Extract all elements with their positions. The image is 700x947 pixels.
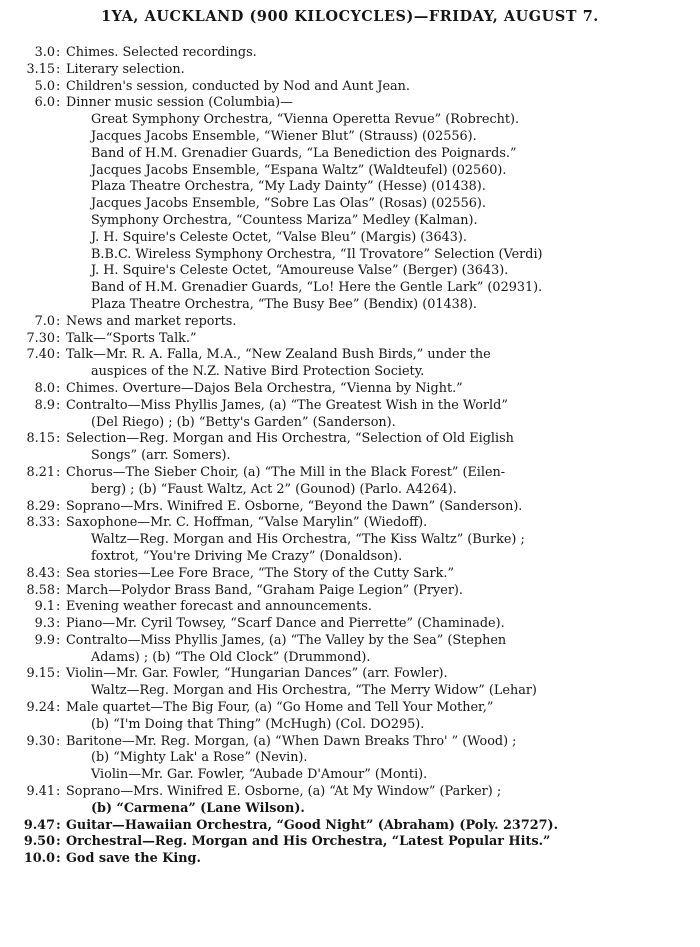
programme-text: (b) “Carmena” (Lane Wilson). [91, 800, 305, 816]
programme-text: Children's session, conducted by Nod and Aunt Jean. [66, 78, 410, 94]
programme-line [0, 750, 700, 767]
programme-line [0, 683, 700, 700]
programme-line [0, 616, 700, 633]
programme-text: Dinner music session (Columbia)— [66, 95, 293, 111]
programme-time: 6.0 [34, 95, 55, 111]
programme-text: Soprano—Mrs. Winifred E. Osborne, (a) “At My Window” (Parker) ; [66, 784, 502, 800]
time-separator: : [56, 565, 61, 581]
time-separator: : [56, 45, 61, 60]
time-separator: : [56, 347, 61, 363]
time-separator: : [56, 599, 61, 615]
programme-text: Evening weather forecast and announcements. [66, 599, 372, 615]
programme-line [0, 129, 700, 146]
page-title: 1YA, AUCKLAND (900 KILOCYCLES)—FRIDAY, AUGUST 7. [101, 8, 599, 25]
programme-text: Songs” (arr. Somers). [91, 448, 231, 464]
programme-text: Band of H.M. Grenadier Guards, “Lo! Here the Gentle Lark” (02931). [91, 280, 543, 296]
time-separator: : [56, 498, 61, 514]
programme-time: 8.21 [26, 464, 55, 480]
programme-line [0, 851, 700, 868]
programme-time: 8.9 [34, 397, 55, 413]
programme-text: Adams) ; (b) “The Old Clock” (Drummond). [91, 649, 371, 665]
time-separator: : [56, 313, 61, 329]
time-separator: : [56, 851, 61, 867]
time-separator: : [56, 834, 61, 850]
programme-line [0, 532, 700, 549]
time-separator: : [56, 666, 61, 682]
programme-text: Violin—Mr. Gar. Fowler, “Aubade D'Amour” (Monti). [91, 767, 428, 783]
programme-text: Guitar—Hawaiian Orchestra, “Good Night” (Abraham) (Poly. 23727). [66, 817, 559, 833]
programme-line [0, 734, 700, 751]
programme-time: 7.40 [26, 347, 55, 363]
programme-line [0, 398, 700, 415]
programme-text: foxtrot, “You're Driving Me Crazy” (Donaldson). [91, 548, 403, 564]
programme-line [0, 784, 700, 801]
programme-time: 8.43 [26, 565, 55, 581]
programme-time: 9.1 [34, 599, 55, 615]
programme-time: 8.33 [26, 515, 55, 531]
programme-line [0, 700, 700, 717]
programme-text: Soprano—Mrs. Winifred E. Osborne, “Beyond the Dawn” (Sanderson). [66, 498, 523, 514]
programme-line [0, 196, 700, 213]
time-separator: : [56, 61, 61, 77]
programme-line [0, 45, 700, 62]
programme-text: berg) ; (b) “Faust Waltz, Act 2” (Gounod) (Parlo. A4264). [91, 481, 457, 497]
programme-text: J. H. Squire's Celeste Octet, “Valse Bleu” (Margis) (3643). [91, 229, 467, 245]
time-separator: : [56, 330, 61, 346]
programme-time: 5.0 [34, 78, 55, 94]
programme-line [0, 247, 700, 264]
programme-text: Band of H.M. Grenadier Guards, “La Benediction des Poignards.” [91, 145, 517, 161]
programme-line [0, 62, 700, 79]
time-separator: : [56, 95, 61, 111]
programme-line [0, 95, 700, 112]
time-separator: : [56, 817, 61, 833]
programme-text: Great Symphony Orchestra, “Vienna Operetta Revue” (Robrecht). [91, 112, 520, 128]
programme-line [0, 448, 700, 465]
programme-text: Chimes. Overture—Dajos Bela Orchestra, “Vienna by Night.” [66, 380, 463, 396]
time-separator: : [56, 632, 61, 648]
time-separator: : [56, 464, 61, 480]
programme-line [0, 566, 700, 583]
programme-time: 9.15 [26, 666, 55, 682]
programme-time: 7.30 [26, 330, 55, 346]
programme-line [0, 465, 700, 482]
programme-text: Chimes. Selected recordings. [66, 45, 257, 60]
programme-line [0, 717, 700, 734]
programme-text: Waltz—Reg. Morgan and His Orchestra, “The Merry Widow” (Lehar) [91, 683, 537, 699]
programme-line [0, 415, 700, 432]
programme-text: Talk—“Sports Talk.” [66, 330, 197, 346]
programme-time: 9.3 [34, 616, 55, 632]
programme-line [0, 364, 700, 381]
programme-time: 7.0 [34, 313, 55, 329]
time-separator: : [56, 397, 61, 413]
programme-line [0, 79, 700, 96]
programme-time: 3.0 [34, 45, 55, 60]
programme-line [0, 179, 700, 196]
programme-text: Jacques Jacobs Ensemble, “Espana Waltz” (Waldteufel) (02560). [91, 162, 507, 178]
programme-text: Piano—Mr. Cyril Towsey, “Scarf Dance and Pierrette” (Chaminade). [66, 616, 505, 632]
programme-line [0, 280, 700, 297]
programme-list [0, 45, 700, 868]
programme-text: Chorus—The Sieber Choir, (a) “The Mill in the Black Forest” (Eilen- [66, 464, 506, 480]
programme-line [0, 213, 700, 230]
programme-text: Selection—Reg. Morgan and His Orchestra, “Selection of Old Eiglish [66, 431, 514, 447]
programme-text: Violin—Mr. Gar. Fowler, “Hungarian Dances” (arr. Fowler). [66, 666, 448, 682]
programme-text: March—Polydor Brass Band, “Graham Paige Legion” (Pryer). [66, 582, 463, 598]
programme-time: 9.9 [34, 632, 55, 648]
programme-line [0, 650, 700, 667]
programme-text: News and market reports. [66, 313, 237, 329]
programme-line [0, 263, 700, 280]
programme-text: (b) “I'm Doing that Thing” (McHugh) (Col. DO295). [91, 716, 425, 732]
programme-time: 9.24 [26, 700, 55, 716]
programme-line [0, 431, 700, 448]
time-separator: : [56, 784, 61, 800]
programme-text: Talk—Mr. R. A. Falla, M.A., “New Zealand Bush Birds,” under the [66, 347, 491, 363]
programme-text: Jacques Jacobs Ensemble, “Sobre Las Olas” (Rosas) (02556). [91, 196, 486, 212]
programme-text: God save the King. [66, 851, 201, 867]
time-separator: : [56, 700, 61, 716]
programme-line [0, 818, 700, 835]
programme-text: Sea stories—Lee Fore Brace, “The Story of the Cutty Sark.” [66, 565, 454, 581]
programme-text: Orchestral—Reg. Morgan and His Orchestra, “Latest Popular Hits.” [66, 834, 551, 850]
programme-text: Symphony Orchestra, “Countess Mariza” Medley (Kalman). [91, 212, 478, 228]
programme-time: 3.15 [26, 61, 55, 77]
programme-line [0, 666, 700, 683]
programme-time: 9.50 [23, 834, 55, 850]
programme-line [0, 314, 700, 331]
programme-text: Contralto—Miss Phyllis James, (a) “The Valley by the Sea” (Stephen [66, 632, 507, 648]
programme-line [0, 767, 700, 784]
programme-time: 10.0 [23, 851, 55, 867]
programme-line [0, 499, 700, 516]
programme-text: Plaza Theatre Orchestra, “The Busy Bee” (Bendix) (01438). [91, 296, 477, 312]
programme-text: Male quartet—The Big Four, (a) “Go Home and Tell Your Mother,” [66, 700, 494, 716]
time-separator: : [56, 515, 61, 531]
programme-line [0, 599, 700, 616]
time-separator: : [56, 582, 61, 598]
programme-line [0, 482, 700, 499]
time-separator: : [56, 380, 61, 396]
programme-line [0, 381, 700, 398]
programme-time: 9.41 [26, 784, 55, 800]
programme-line [0, 331, 700, 348]
programme-text: Waltz—Reg. Morgan and His Orchestra, “The Kiss Waltz” (Burke) ; [91, 532, 525, 548]
programme-text: Saxophone—Mr. C. Hoffman, “Valse Marylin” (Wiedoff). [66, 515, 428, 531]
programme-text: (b) “Mighty Lak' a Rose” (Nevin). [91, 750, 308, 766]
programme-time: 9.47 [23, 817, 55, 833]
programme-line [0, 112, 700, 129]
programme-line [0, 583, 700, 600]
time-separator: : [56, 78, 61, 94]
programme-time: 8.15 [26, 431, 55, 447]
time-separator: : [56, 733, 61, 749]
programme-time: 8.29 [26, 498, 55, 514]
programme-line [0, 633, 700, 650]
programme-line [0, 163, 700, 180]
time-separator: : [56, 431, 61, 447]
programme-text: Plaza Theatre Orchestra, “My Lady Dainty” (Hesse) (01438). [91, 179, 486, 195]
programme-time: 9.30 [26, 733, 55, 749]
programme-line [0, 801, 700, 818]
programme-text: Jacques Jacobs Ensemble, “Wiener Blut” (Strauss) (02556). [91, 128, 477, 144]
programme-line [0, 230, 700, 247]
programme-line [0, 146, 700, 163]
programme-text: Baritone—Mr. Reg. Morgan, (a) “When Dawn Breaks Thro' ” (Wood) ; [66, 733, 517, 749]
programme-text: J. H. Squire's Celeste Octet, “Amoureuse Valse” (Berger) (3643). [91, 263, 509, 279]
programme-line [0, 549, 700, 566]
programme-text: (Del Riego) ; (b) “Betty's Garden” (Sanderson). [91, 414, 396, 430]
programme-time: 8.58 [26, 582, 55, 598]
programme-text: Literary selection. [66, 61, 185, 77]
programme-text: auspices of the N.Z. Native Bird Protection Society. [91, 364, 425, 380]
programme-text: Contralto—Miss Phyllis James, (a) “The Greatest Wish in the World” [66, 397, 508, 413]
programme-time: 8.0 [34, 380, 55, 396]
programme-line [0, 347, 700, 364]
programme-line [0, 515, 700, 532]
programme-line [0, 834, 700, 851]
programme-text: B.B.C. Wireless Symphony Orchestra, “Il Trovatore” Selection (Verdi) [91, 246, 543, 262]
programme-line [0, 297, 700, 314]
time-separator: : [56, 616, 61, 632]
